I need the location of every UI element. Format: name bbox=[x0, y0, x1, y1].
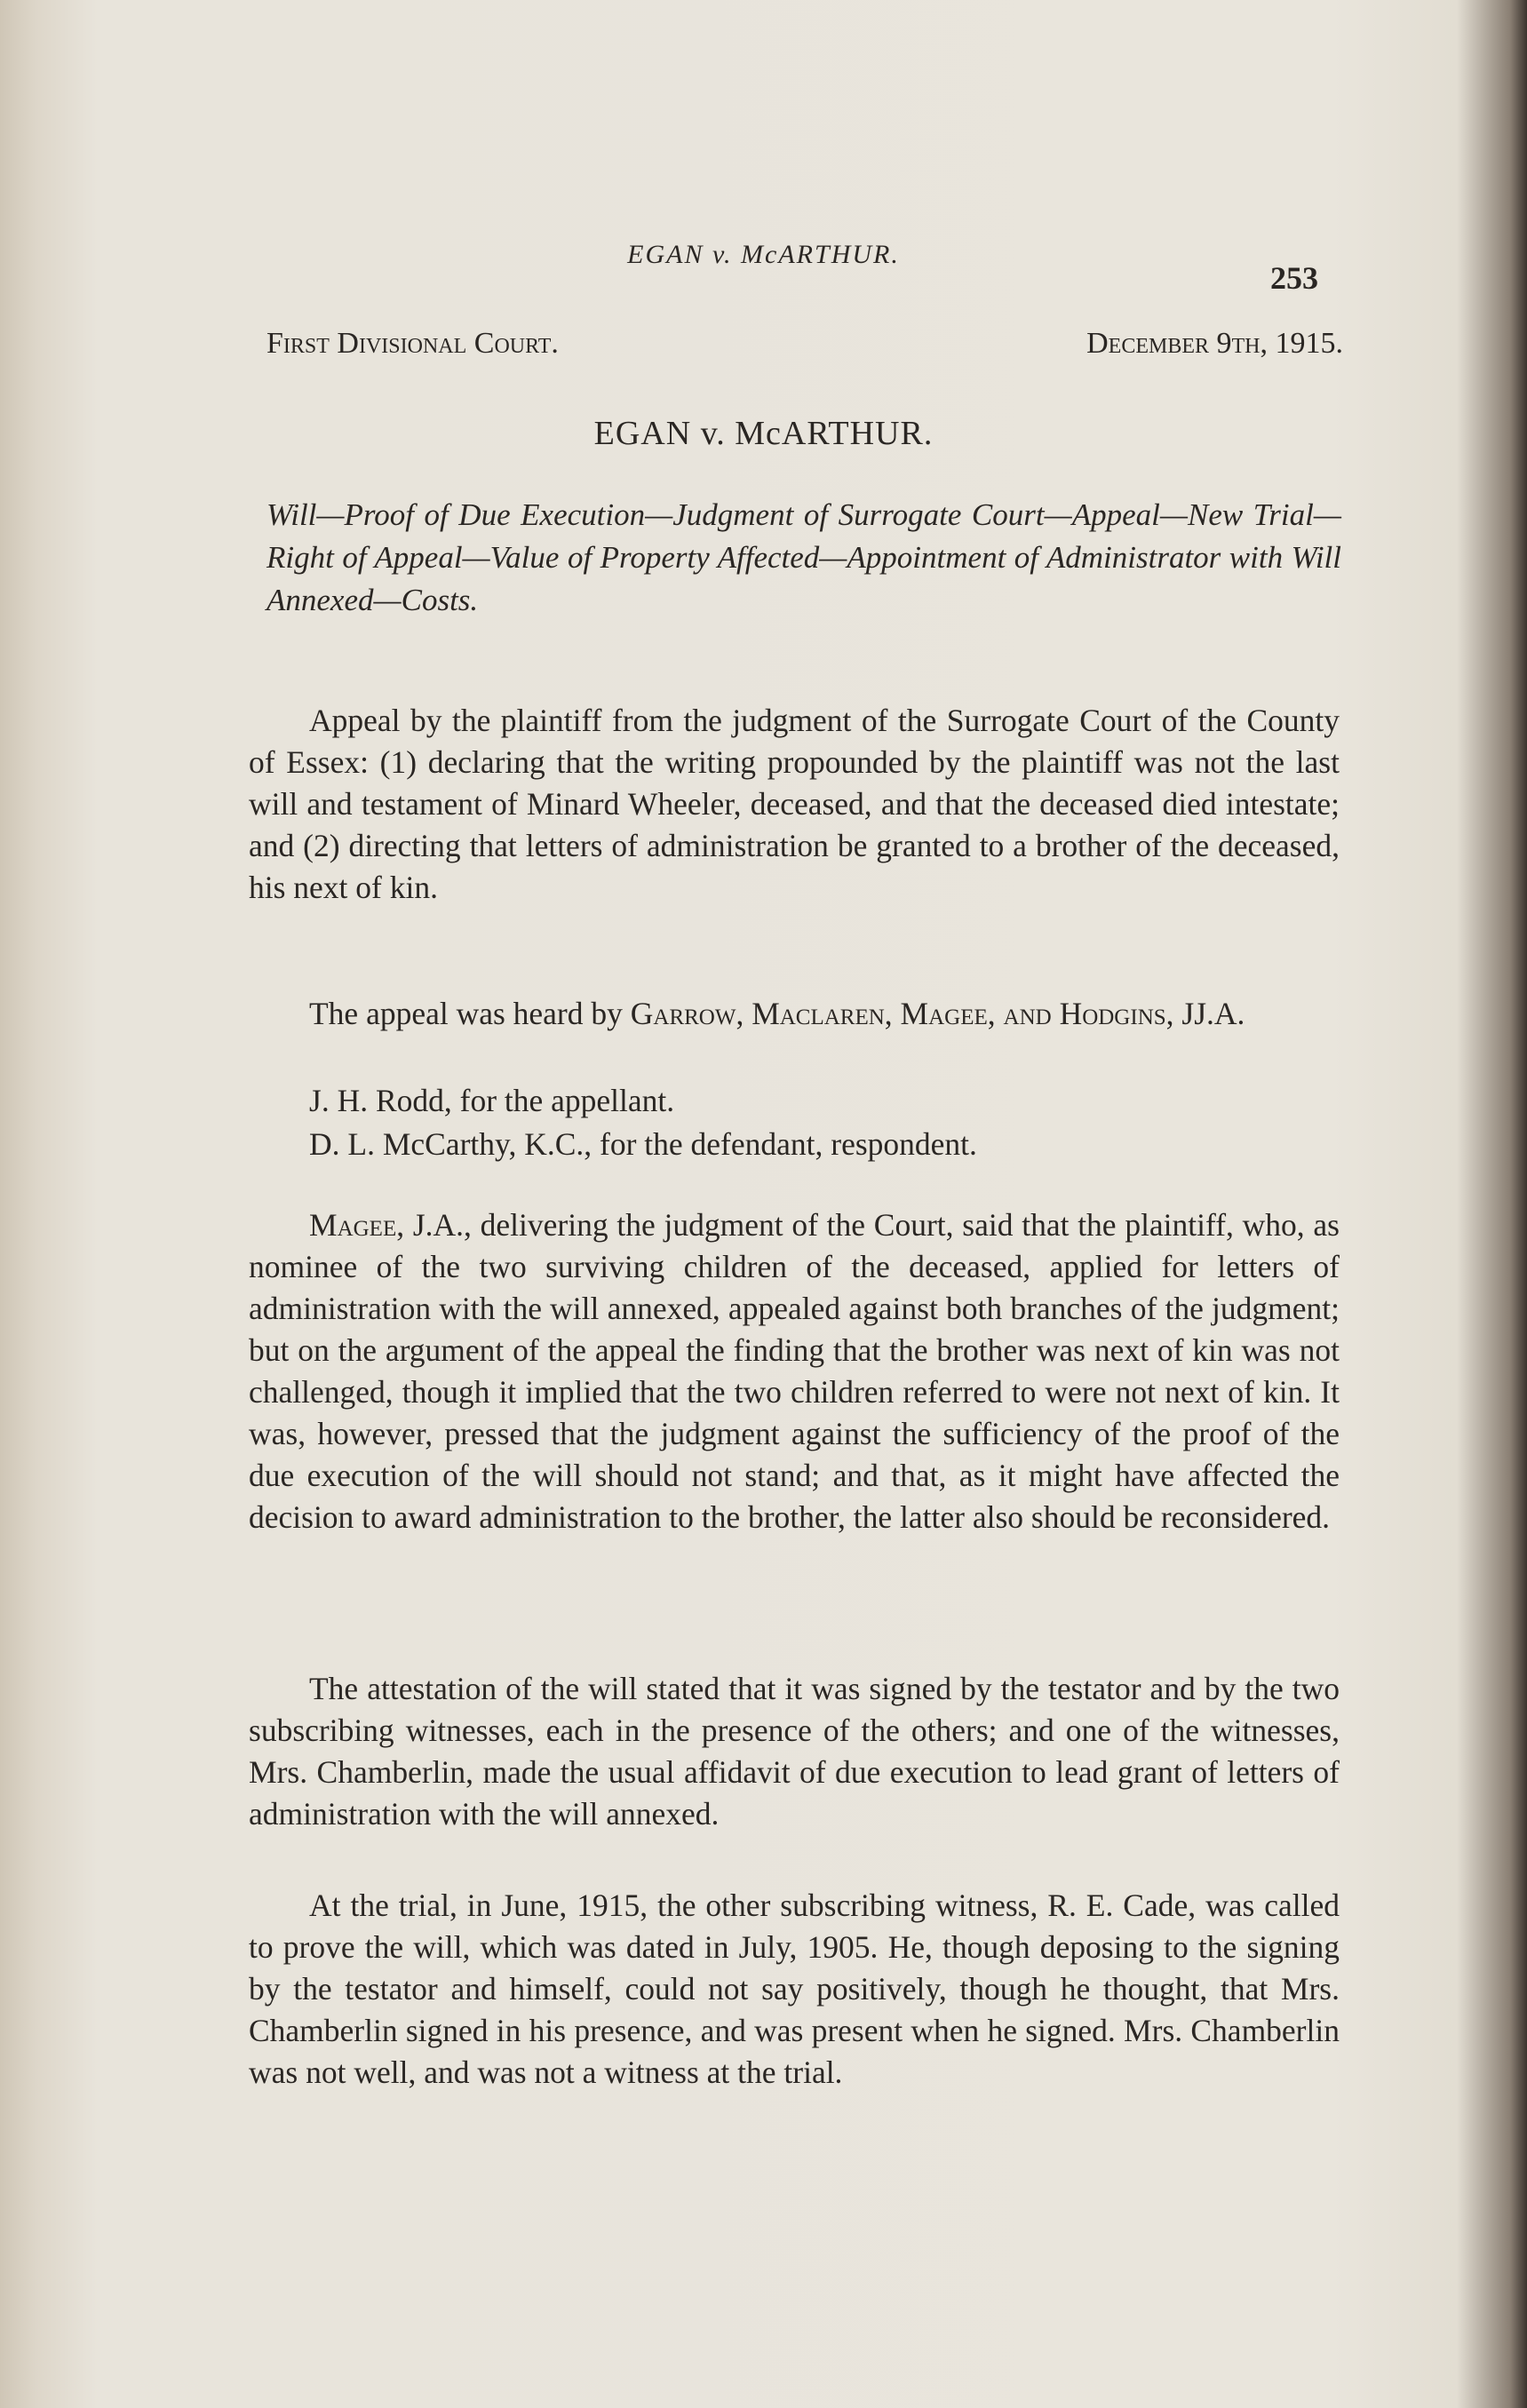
appeal-text: Appeal by the plaintiff from the judgment of the Surrogate Court of the County of Essex: (1) declaring that the writing propounded by the plaintiff was not the last will and testament of Minard Wheeler, deceased, and that the deceased died intestate; and (2) directing that letters of administration be granted to a brother of the deceased, his next of kin. bbox=[249, 703, 1340, 905]
page-number: 253 bbox=[1270, 260, 1318, 296]
counsel-respondent-text: D. L. McCarthy, K.C., for the defendant, respondent. bbox=[309, 1126, 977, 1162]
attestation-paragraph bbox=[249, 1668, 1340, 1835]
judgment-text: , delivering the judgment of the Court, said that the plaintiff, who, as nominee of the two surviving children of the deceased, applied for letters of administration with the will annexed, appealed against both branches of the judgment; but on the argument of the appeal the finding that the brother was next of kin was not challenged, though it implied that the two children referred to were not next of kin. It was, however, pressed that the judgment against the sufficiency of the proof of the due execution of the will should not stand; and that, as it might have affected the decision to award administration to the brother, the latter also should be reconsidered. bbox=[249, 1207, 1340, 1535]
judgment-paragraph bbox=[249, 1204, 1340, 1538]
court-name: First Divisional Court. bbox=[266, 327, 559, 360]
counsel-respondent bbox=[249, 1124, 1340, 1165]
headnote bbox=[266, 494, 1341, 622]
running-head: EGAN v. McARTHUR. bbox=[627, 240, 900, 269]
counsel-appellant bbox=[249, 1080, 1340, 1122]
heard-line bbox=[249, 993, 1340, 1035]
decision-date: December 9th, 1915. bbox=[1086, 327, 1343, 360]
heard-prefix: The appeal was heard by bbox=[309, 996, 623, 1031]
headnote-text: Will—Proof of Due Execution—Judgment of Surrogate Court—Appeal—New Trial—Right of Appeal—Value of Property Affected—Appointment of Administrator with Will Annexed—Costs. bbox=[266, 497, 1341, 617]
case-title: EGAN v. McARTHUR. bbox=[593, 415, 934, 452]
counsel-appellant-text: J. H. Rodd, for the appellant. bbox=[309, 1083, 675, 1118]
trial-paragraph bbox=[249, 1885, 1340, 2094]
heard-paragraph bbox=[249, 993, 1340, 1035]
judgment-judge: Magee, J.A. bbox=[309, 1207, 465, 1243]
attestation-text: The attestation of the will stated that it was signed by the testator and by the two subscribing witnesses, each in the presence of the others; and one of the witnesses, Mrs. Chamberlin, made the usual affidavit of due execution to lead grant of letters of administration with the will annexed. bbox=[249, 1671, 1340, 1832]
trial-text: At the trial, in June, 1915, the other subscribing witness, R. E. Cade, was called to prove the will, which was dated in July, 1905. He, though deposing to the signing by the testator and himself, could not say positively, though he thought, that Mrs. Chamberlin signed in his presence, and was present when he signed. Mrs. Chamberlin was not well, and was not a witness at the trial. bbox=[249, 1887, 1340, 2090]
judgment-line bbox=[249, 1204, 1340, 1538]
heard-judges: Garrow, Maclaren, Magee, and Hodgins, JJ.A. bbox=[630, 996, 1245, 1031]
appeal-paragraph bbox=[249, 700, 1340, 909]
court-line bbox=[266, 327, 1343, 361]
